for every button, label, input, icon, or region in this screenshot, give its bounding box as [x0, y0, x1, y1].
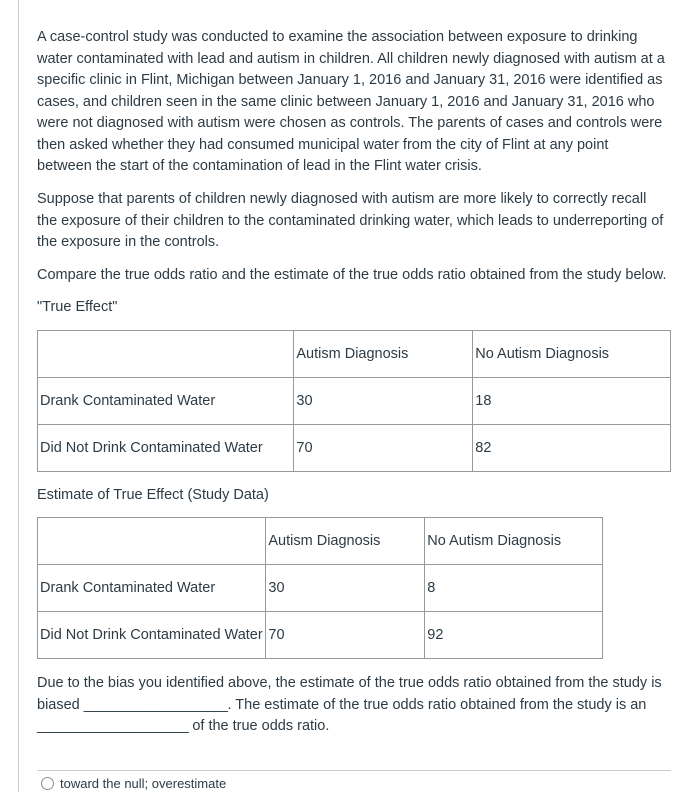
row-label: Drank Contaminated Water: [38, 378, 294, 425]
table-cell: [38, 518, 266, 565]
table-header-cell: Autism Diagnosis: [266, 518, 425, 565]
true-effect-title: "True Effect": [37, 299, 118, 315]
table-header-cell: No Autism Diagnosis: [473, 331, 671, 378]
table-cell: 70: [266, 612, 425, 659]
answer-option-1[interactable]: [41, 776, 226, 791]
study-data-table: [37, 517, 603, 659]
blank-2: ____________________: [37, 718, 189, 734]
table-cell: 92: [425, 612, 603, 659]
table-row: [38, 565, 603, 612]
table-cell: 18: [473, 378, 671, 425]
table-cell: 30: [294, 378, 473, 425]
table-row: [38, 378, 671, 425]
question-text: Due to the bias you identified above, the estimate of the true odds ratio obtained from the study is biased ___________________. The estimate of the true odds ratio obtained from the study is an ____________________ of the true odds ratio.: [37, 675, 662, 734]
table-cell: [38, 331, 294, 378]
table-header-row: [38, 518, 603, 565]
table-cell: 8: [425, 565, 603, 612]
radio-button[interactable]: [41, 777, 54, 790]
option-label: toward the null; overestimate: [60, 776, 227, 791]
true-effect-table: [37, 330, 671, 472]
divider: [37, 770, 671, 771]
table-cell: 82: [473, 425, 671, 472]
row-label: Did Not Drink Contaminated Water: [38, 425, 294, 472]
compare-paragraph: Compare the true odds ratio and the estimate of the true odds ratio obtained from the study below.: [37, 267, 667, 283]
blank-1: ___________________: [83, 696, 228, 713]
table-header-cell: Autism Diagnosis: [294, 331, 473, 378]
suppose-paragraph: Suppose that parents of children newly diagnosed with autism are more likely to correctly recall the exposure of their children to the contaminated drinking water, which leads to underreporting of the exposure in the controls.: [37, 191, 664, 250]
study-data-title: Estimate of True Effect (Study Data): [37, 487, 269, 503]
table-cell: 70: [294, 425, 473, 472]
row-label: Drank Contaminated Water: [38, 565, 266, 612]
row-label: Did Not Drink Contaminated Water: [38, 612, 266, 659]
table-row: [38, 425, 671, 472]
table-header-row: [38, 331, 671, 378]
table-header-cell: No Autism Diagnosis: [425, 518, 603, 565]
table-row: [38, 612, 603, 659]
table-cell: 30: [266, 565, 425, 612]
intro-paragraph: A case-control study was conducted to examine the association between exposure to drinking water contaminated with lead and autism in children. All children newly diagnosed with autism at a specific clinic in Flint, Michigan between January 1, 2016 and January 31, 2016 were identified as cases, and children seen in the same clinic between January 1, 2016 and January 31, 2016 who were not diagnosed with autism were chosen as controls. The parents of cases and controls were then asked whether they had consumed municipal water from the city of Flint at any point between the start of the contamination of lead in the Flint water crisis.: [37, 29, 665, 174]
